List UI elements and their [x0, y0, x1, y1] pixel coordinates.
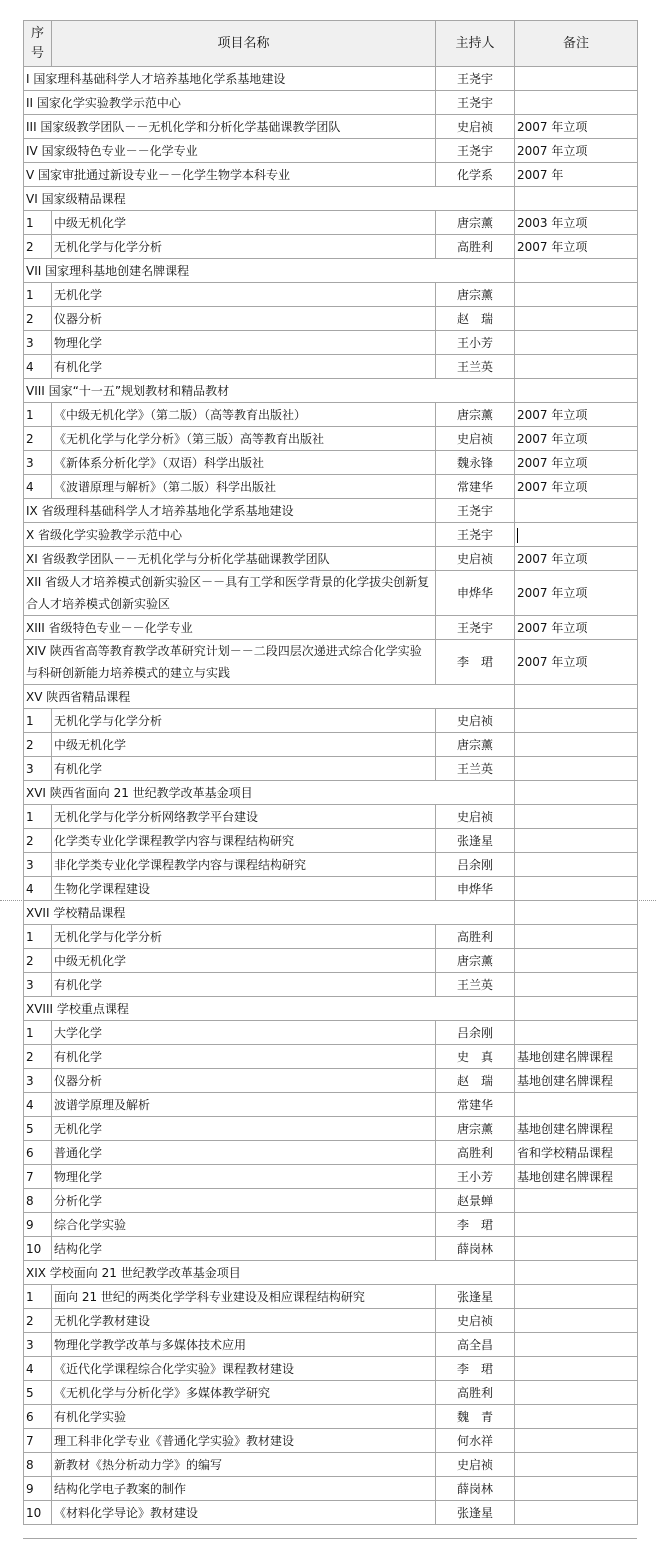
project-name-cell: XIII 省级特色专业－－化学专业	[24, 616, 436, 640]
table-row	[24, 91, 638, 115]
project-name-cell: IX 省级理科基础科学人才培养基地化学系基地建设	[24, 499, 436, 523]
note-cell	[515, 187, 638, 211]
note-cell	[515, 1453, 638, 1477]
project-name-cell: V 国家审批通过新设专业－－化学生物学本科专业	[24, 163, 436, 187]
section-row	[24, 187, 638, 211]
project-name-cell: 物理化学	[52, 1165, 436, 1189]
note-cell	[515, 1213, 638, 1237]
serial-number-cell: 3	[24, 331, 52, 355]
note-cell	[515, 973, 638, 997]
table-row	[24, 853, 638, 877]
host-cell: 史启祯	[436, 427, 515, 451]
serial-number-cell: 9	[24, 1477, 52, 1501]
note-cell: 2007 年	[515, 163, 638, 187]
section-row	[24, 901, 638, 925]
serial-number-cell: 3	[24, 1333, 52, 1357]
project-name-cell: 生物化学课程建设	[52, 877, 436, 901]
header-note: 备注	[515, 21, 638, 67]
project-name-cell: 《材料化学导论》教材建设	[52, 1501, 436, 1525]
projects-table	[23, 20, 638, 1525]
table-row	[24, 949, 638, 973]
table-row	[24, 571, 638, 616]
host-cell: 史 真	[436, 1045, 515, 1069]
table-row	[24, 1429, 638, 1453]
project-name-cell: 仪器分析	[52, 1069, 436, 1093]
serial-number-cell: 8	[24, 1453, 52, 1477]
host-cell: 史启祯	[436, 1453, 515, 1477]
table-row	[24, 1237, 638, 1261]
table-row	[24, 331, 638, 355]
host-cell: 申烨华	[436, 571, 515, 616]
serial-number-cell: 4	[24, 475, 52, 499]
serial-number-cell: 1	[24, 283, 52, 307]
table-row	[24, 67, 638, 91]
table-trailing-border	[23, 1538, 637, 1539]
project-name-cell: 结构化学电子教案的制作	[52, 1477, 436, 1501]
host-cell: 申烨华	[436, 877, 515, 901]
host-cell: 李 珺	[436, 1357, 515, 1381]
note-cell	[515, 1021, 638, 1045]
project-name-cell: 无机化学与化学分析	[52, 709, 436, 733]
section-title-cell: XVIII 学校重点课程	[24, 997, 515, 1021]
text-cursor	[517, 528, 518, 543]
note-cell	[515, 1477, 638, 1501]
project-name-cell: 无机化学与化学分析网络教学平台建设	[52, 805, 436, 829]
table-row	[24, 499, 638, 523]
serial-number-cell: 3	[24, 757, 52, 781]
host-cell: 唐宗薰	[436, 733, 515, 757]
serial-number-cell: 2	[24, 949, 52, 973]
note-cell	[515, 997, 638, 1021]
host-cell: 史启祯	[436, 709, 515, 733]
host-cell: 王小芳	[436, 331, 515, 355]
host-cell: 史启祯	[436, 547, 515, 571]
project-name-cell: I 国家理科基础科学人才培养基地化学系基地建设	[24, 67, 436, 91]
note-cell	[515, 379, 638, 403]
project-name-cell: XIV 陕西省高等教育教学改革研究计划－－二段四层次递进式综合化学实验与科研创新能力培养模式的建立与实践	[24, 640, 436, 685]
host-cell: 王小芳	[436, 1165, 515, 1189]
table-row	[24, 877, 638, 901]
table-row	[24, 805, 638, 829]
host-cell: 王尧宇	[436, 67, 515, 91]
note-cell	[515, 307, 638, 331]
table-row	[24, 925, 638, 949]
table-row	[24, 163, 638, 187]
note-cell: 2007 年立项	[515, 616, 638, 640]
section-title-cell: XIX 学校面向 21 世纪教学改革基金项目	[24, 1261, 515, 1285]
table-row	[24, 616, 638, 640]
project-name-cell: IV 国家级特色专业－－化学专业	[24, 139, 436, 163]
note-cell: 2007 年立项	[515, 547, 638, 571]
serial-number-cell: 10	[24, 1237, 52, 1261]
project-name-cell: 有机化学实验	[52, 1405, 436, 1429]
host-cell: 高全昌	[436, 1333, 515, 1357]
section-title-cell: VII 国家理科基地创建名牌课程	[24, 259, 515, 283]
note-cell	[515, 1405, 638, 1429]
serial-number-cell: 2	[24, 427, 52, 451]
host-cell: 吕余刚	[436, 853, 515, 877]
serial-number-cell: 10	[24, 1501, 52, 1525]
note-cell	[515, 805, 638, 829]
note-cell: 2007 年立项	[515, 571, 638, 616]
note-cell: 2007 年立项	[515, 451, 638, 475]
project-name-cell: 有机化学	[52, 355, 436, 379]
project-name-cell: 新教材《热分析动力学》的编写	[52, 1453, 436, 1477]
host-cell: 高胜利	[436, 1381, 515, 1405]
note-cell	[515, 757, 638, 781]
project-name-cell: 无机化学	[52, 1117, 436, 1141]
project-name-cell: 结构化学	[52, 1237, 436, 1261]
host-cell: 常建华	[436, 1093, 515, 1117]
serial-number-cell: 3	[24, 853, 52, 877]
note-cell	[515, 1381, 638, 1405]
table-row	[24, 1285, 638, 1309]
note-cell: 基地创建名牌课程	[515, 1069, 638, 1093]
project-name-cell: 有机化学	[52, 757, 436, 781]
project-name-cell: III 国家级教学团队－－无机化学和分析化学基础课教学团队	[24, 115, 436, 139]
note-cell: 2007 年立项	[515, 640, 638, 685]
section-row	[24, 1261, 638, 1285]
project-name-cell: X 省级化学实验教学示范中心	[24, 523, 436, 547]
table-row	[24, 1141, 638, 1165]
table-row	[24, 523, 638, 547]
section-title-cell: VI 国家级精品课程	[24, 187, 515, 211]
serial-number-cell: 6	[24, 1141, 52, 1165]
note-cell	[515, 1501, 638, 1525]
project-name-cell: 综合化学实验	[52, 1213, 436, 1237]
note-cell	[515, 67, 638, 91]
project-name-cell: XII 省级人才培养模式创新实验区－－具有工学和医学背景的化学拔尖创新复合人才培养模式创新实验区	[24, 571, 436, 616]
project-name-cell: 《无机化学与分析化学》多媒体教学研究	[52, 1381, 436, 1405]
serial-number-cell: 4	[24, 877, 52, 901]
host-cell: 李 珺	[436, 640, 515, 685]
project-name-cell: XI 省级教学团队－－无机化学与分析化学基础课教学团队	[24, 547, 436, 571]
note-cell	[515, 709, 638, 733]
host-cell: 张逢星	[436, 829, 515, 853]
table-row	[24, 1453, 638, 1477]
table-row	[24, 1021, 638, 1045]
note-cell	[515, 1309, 638, 1333]
note-cell: 2007 年立项	[515, 235, 638, 259]
host-cell: 唐宗薰	[436, 949, 515, 973]
host-cell: 唐宗薰	[436, 283, 515, 307]
table-row	[24, 1069, 638, 1093]
project-name-cell: 无机化学与化学分析	[52, 235, 436, 259]
section-row	[24, 685, 638, 709]
serial-number-cell: 2	[24, 1309, 52, 1333]
serial-number-cell: 8	[24, 1189, 52, 1213]
table-row	[24, 1309, 638, 1333]
host-cell: 常建华	[436, 475, 515, 499]
project-name-cell: II 国家化学实验教学示范中心	[24, 91, 436, 115]
note-cell	[515, 1357, 638, 1381]
table-row	[24, 1189, 638, 1213]
serial-number-cell: 9	[24, 1213, 52, 1237]
project-name-cell: 分析化学	[52, 1189, 436, 1213]
table-row	[24, 427, 638, 451]
serial-number-cell: 3	[24, 1069, 52, 1093]
serial-number-cell: 6	[24, 1405, 52, 1429]
table-row	[24, 211, 638, 235]
table-row	[24, 1117, 638, 1141]
project-name-cell: 物理化学	[52, 331, 436, 355]
project-name-cell: 无机化学	[52, 283, 436, 307]
serial-number-cell: 2	[24, 829, 52, 853]
host-cell: 高胜利	[436, 235, 515, 259]
serial-number-cell: 4	[24, 355, 52, 379]
table-row	[24, 115, 638, 139]
table-row	[24, 1477, 638, 1501]
note-cell	[515, 877, 638, 901]
note-cell	[515, 1237, 638, 1261]
serial-number-cell: 2	[24, 307, 52, 331]
host-cell: 唐宗薰	[436, 403, 515, 427]
section-row	[24, 781, 638, 805]
table-row	[24, 640, 638, 685]
table-row	[24, 733, 638, 757]
serial-number-cell: 1	[24, 709, 52, 733]
serial-number-cell: 5	[24, 1381, 52, 1405]
host-cell: 何水祥	[436, 1429, 515, 1453]
note-cell	[515, 829, 638, 853]
project-name-cell: 有机化学	[52, 973, 436, 997]
table-row	[24, 1333, 638, 1357]
note-cell	[515, 949, 638, 973]
project-name-cell: 理工科非化学专业《普通化学实验》教材建设	[52, 1429, 436, 1453]
host-cell: 薛岗林	[436, 1237, 515, 1261]
project-name-cell: 物理化学教学改革与多媒体技术应用	[52, 1333, 436, 1357]
table-row	[24, 1045, 638, 1069]
host-cell: 高胜利	[436, 1141, 515, 1165]
table-row	[24, 1093, 638, 1117]
table-row	[24, 829, 638, 853]
note-cell	[515, 781, 638, 805]
note-cell: 2003 年立项	[515, 211, 638, 235]
host-cell: 王尧宇	[436, 523, 515, 547]
project-name-cell: 有机化学	[52, 1045, 436, 1069]
host-cell: 王尧宇	[436, 91, 515, 115]
table-row	[24, 757, 638, 781]
table-row	[24, 1405, 638, 1429]
serial-number-cell: 2	[24, 235, 52, 259]
note-cell: 2007 年立项	[515, 427, 638, 451]
project-name-cell: 《中级无机化学》（第二版）（高等教育出版社）	[52, 403, 436, 427]
serial-number-cell: 4	[24, 1357, 52, 1381]
table-row	[24, 1165, 638, 1189]
note-cell[interactable]	[515, 523, 638, 547]
serial-number-cell: 4	[24, 1093, 52, 1117]
table-row	[24, 355, 638, 379]
host-cell: 王兰英	[436, 355, 515, 379]
table-row	[24, 475, 638, 499]
table-row	[24, 547, 638, 571]
serial-number-cell: 7	[24, 1165, 52, 1189]
note-cell: 2007 年立项	[515, 139, 638, 163]
serial-number-cell: 1	[24, 925, 52, 949]
project-name-cell: 仪器分析	[52, 307, 436, 331]
host-cell: 唐宗薰	[436, 1117, 515, 1141]
section-title-cell: XVI 陕西省面向 21 世纪教学改革基金项目	[24, 781, 515, 805]
host-cell: 张逢星	[436, 1285, 515, 1309]
project-name-cell: 《波谱原理与解析》（第二版）科学出版社	[52, 475, 436, 499]
table-header-row	[24, 21, 638, 67]
section-title-cell: XVII 学校精品课程	[24, 901, 515, 925]
note-cell	[515, 733, 638, 757]
serial-number-cell: 1	[24, 805, 52, 829]
host-cell: 赵景蝉	[436, 1189, 515, 1213]
table-row	[24, 709, 638, 733]
project-name-cell: 中级无机化学	[52, 733, 436, 757]
serial-number-cell: 2	[24, 1045, 52, 1069]
host-cell: 薛岗林	[436, 1477, 515, 1501]
project-name-cell: 无机化学教材建设	[52, 1309, 436, 1333]
host-cell: 高胜利	[436, 925, 515, 949]
note-cell	[515, 1285, 638, 1309]
table-body	[24, 67, 638, 1525]
note-cell	[515, 331, 638, 355]
host-cell: 王兰英	[436, 973, 515, 997]
note-cell	[515, 259, 638, 283]
table-row	[24, 235, 638, 259]
header-host: 主持人	[436, 21, 515, 67]
table-row	[24, 139, 638, 163]
host-cell: 张逢星	[436, 1501, 515, 1525]
note-cell	[515, 1333, 638, 1357]
note-cell	[515, 499, 638, 523]
project-name-cell: 中级无机化学	[52, 211, 436, 235]
project-name-cell: 波谱学原理及解析	[52, 1093, 436, 1117]
host-cell: 魏 青	[436, 1405, 515, 1429]
section-title-cell: XV 陕西省精品课程	[24, 685, 515, 709]
table-row	[24, 1381, 638, 1405]
note-cell	[515, 283, 638, 307]
header-serial-number: 序 号	[24, 21, 52, 67]
section-row	[24, 259, 638, 283]
serial-number-cell: 3	[24, 973, 52, 997]
project-name-cell: 面向 21 世纪的两类化学学科专业建设及相应课程结构研究	[52, 1285, 436, 1309]
serial-number-cell: 3	[24, 451, 52, 475]
project-name-cell: 大学化学	[52, 1021, 436, 1045]
project-name-cell: 《新体系分析化学》（双语）科学出版社	[52, 451, 436, 475]
host-cell: 赵 瑞	[436, 1069, 515, 1093]
host-cell: 史启祯	[436, 115, 515, 139]
table-row	[24, 307, 638, 331]
note-cell: 2007 年立项	[515, 475, 638, 499]
serial-number-cell: 2	[24, 733, 52, 757]
table-row	[24, 1357, 638, 1381]
note-cell	[515, 1429, 638, 1453]
note-cell	[515, 901, 638, 925]
note-cell	[515, 91, 638, 115]
project-name-cell: 《无机化学与化学分析》（第三版）高等教育出版社	[52, 427, 436, 451]
table-row	[24, 1501, 638, 1525]
host-cell: 王尧宇	[436, 139, 515, 163]
note-cell	[515, 925, 638, 949]
serial-number-cell: 1	[24, 403, 52, 427]
note-cell: 2007 年立项	[515, 403, 638, 427]
table-row	[24, 1213, 638, 1237]
serial-number-cell: 5	[24, 1117, 52, 1141]
host-cell: 化学系	[436, 163, 515, 187]
note-cell	[515, 853, 638, 877]
table-row	[24, 283, 638, 307]
serial-number-cell: 1	[24, 211, 52, 235]
table-row	[24, 403, 638, 427]
section-row	[24, 379, 638, 403]
section-title-cell: VIII 国家“十一五”规划教材和精品教材	[24, 379, 515, 403]
project-name-cell: 非化学类专业化学课程教学内容与课程结构研究	[52, 853, 436, 877]
serial-number-cell: 1	[24, 1021, 52, 1045]
table-row	[24, 973, 638, 997]
host-cell: 魏永锋	[436, 451, 515, 475]
project-name-cell: 无机化学与化学分析	[52, 925, 436, 949]
host-cell: 赵 瑞	[436, 307, 515, 331]
note-cell: 基地创建名牌课程	[515, 1045, 638, 1069]
note-cell: 省和学校精品课程	[515, 1141, 638, 1165]
project-name-cell: 化学类专业化学课程教学内容与课程结构研究	[52, 829, 436, 853]
host-cell: 李 珺	[436, 1213, 515, 1237]
host-cell: 王尧宇	[436, 499, 515, 523]
note-cell: 基地创建名牌课程	[515, 1165, 638, 1189]
note-cell: 基地创建名牌课程	[515, 1117, 638, 1141]
note-cell	[515, 1093, 638, 1117]
host-cell: 吕余刚	[436, 1021, 515, 1045]
note-cell	[515, 355, 638, 379]
note-cell: 2007 年立项	[515, 115, 638, 139]
serial-number-cell: 1	[24, 1285, 52, 1309]
section-row	[24, 997, 638, 1021]
host-cell: 史启祯	[436, 1309, 515, 1333]
header-project-name: 项目名称	[52, 21, 436, 67]
project-name-cell: 《近代化学课程综合化学实验》课程教材建设	[52, 1357, 436, 1381]
note-cell	[515, 1261, 638, 1285]
table-row	[24, 451, 638, 475]
serial-number-cell: 7	[24, 1429, 52, 1453]
note-cell	[515, 1189, 638, 1213]
note-cell	[515, 685, 638, 709]
host-cell: 唐宗薰	[436, 211, 515, 235]
project-name-cell: 中级无机化学	[52, 949, 436, 973]
project-name-cell: 普通化学	[52, 1141, 436, 1165]
host-cell: 史启祯	[436, 805, 515, 829]
host-cell: 王兰英	[436, 757, 515, 781]
host-cell: 王尧宇	[436, 616, 515, 640]
